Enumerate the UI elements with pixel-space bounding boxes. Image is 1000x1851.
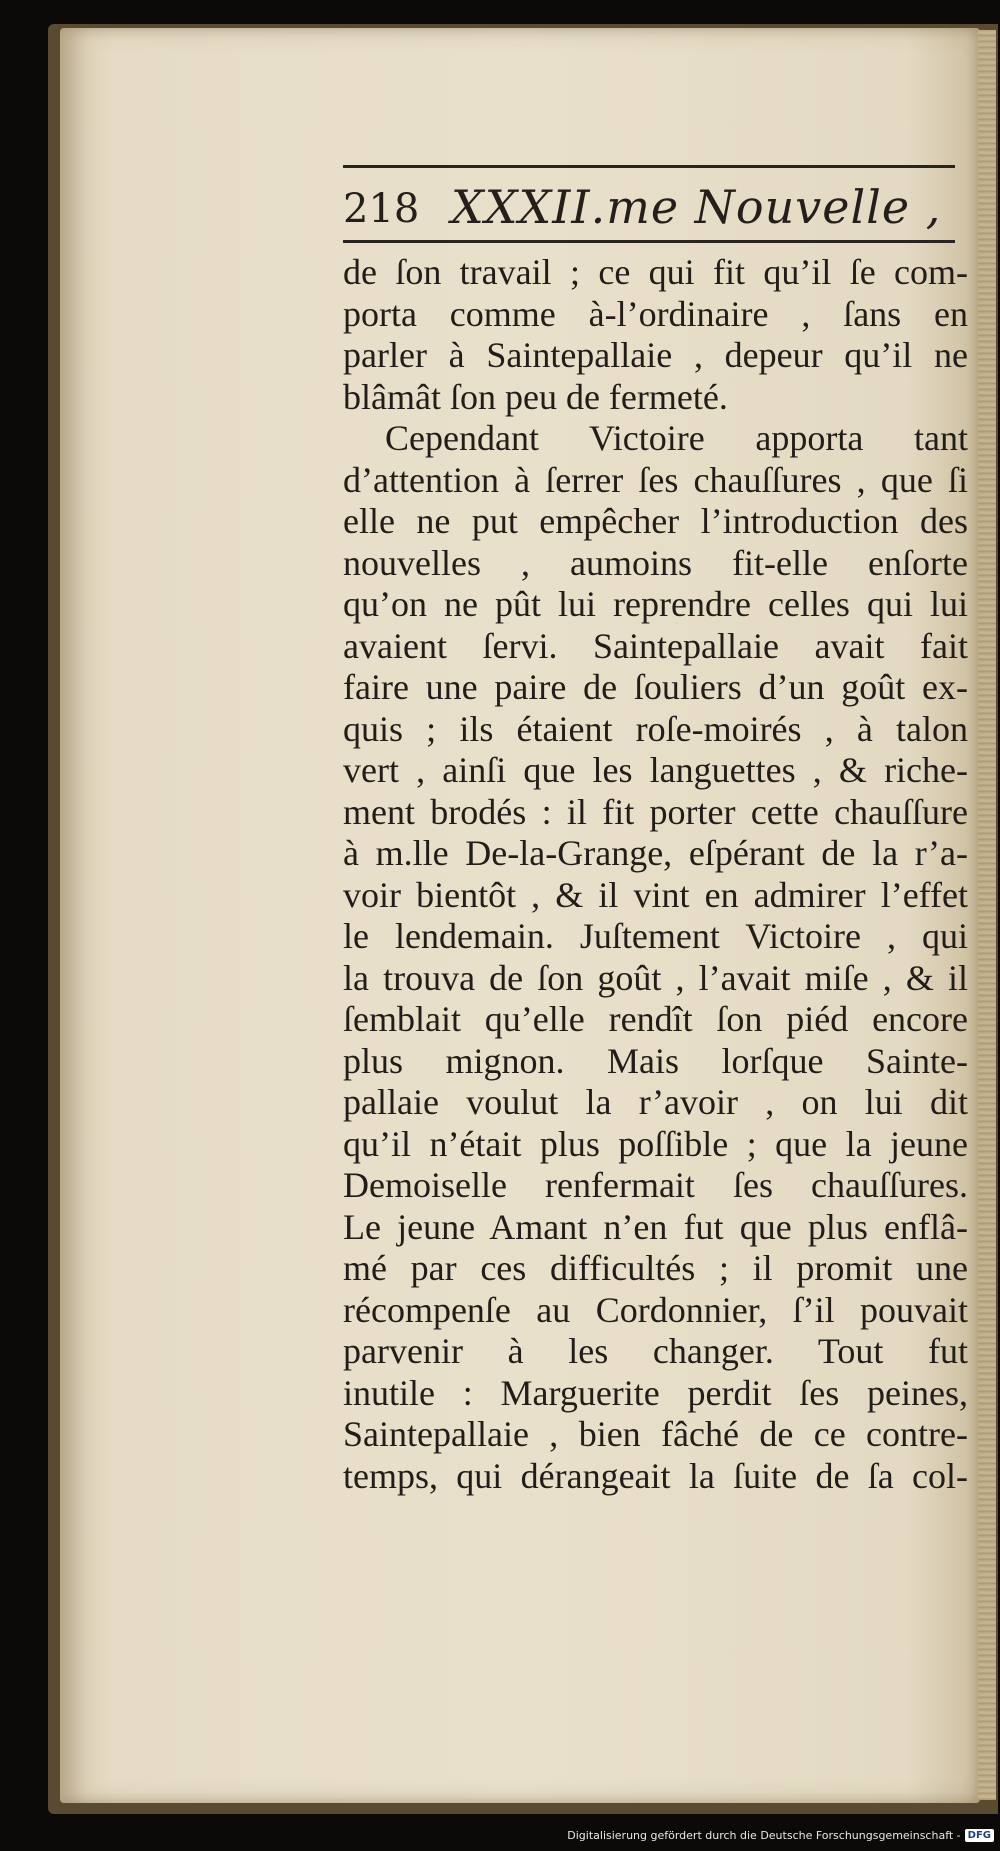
- text-line: avaient ſervi. Saintepallaie avait fait: [343, 625, 968, 666]
- header-rule-bottom: [343, 240, 955, 243]
- text-line: nouvelles , aumoins fit-elle enſorte: [343, 542, 968, 583]
- header-rule-top: [343, 165, 955, 168]
- body-text: [343, 252, 968, 1497]
- text-line: elle ne put empêcher l’introduction des: [343, 501, 968, 541]
- text-line: voir bientôt , & il vint en admirer l’effet: [343, 874, 968, 915]
- text-line: porta comme à-l’ordinaire , ſans en: [343, 293, 968, 334]
- text-line: Saintepallaie , bien fâché de ce contre-: [343, 1414, 968, 1454]
- text-line: ſemblait qu’elle rendît ſon piéd encore: [343, 999, 968, 1039]
- dfg-logo: DFG: [965, 1829, 994, 1842]
- text-line: faire une paire de ſouliers d’un goût ex-: [343, 667, 968, 707]
- text-line: pallaie voulut la r’avoir , on lui dit: [343, 1082, 968, 1122]
- text-line: d’attention à ſerrer ſes chauſſures , que ſi: [343, 459, 968, 500]
- text-line: qu’il n’était plus poſſible ; que la jeune: [343, 1123, 968, 1164]
- page-fore-edge: [978, 30, 996, 1800]
- text-line: le lendemain. Juſtement Victoire , qui: [343, 916, 968, 956]
- digitization-credit: [567, 1823, 994, 1847]
- text-line: vert , ainſi que les languettes , & riche-: [343, 750, 968, 790]
- text-line: quis ; ils étaient roſe-moirés , à talon: [343, 708, 968, 749]
- text-line: blâmât ſon peu de fermeté.: [343, 376, 728, 417]
- text-line: Demoiselle renfermait ſes chauſſures.: [343, 1165, 968, 1205]
- text-line: Cependant Victoire apporta tant: [385, 418, 968, 458]
- page-number: 218: [343, 186, 420, 232]
- text-line: parler à Saintepallaie , depeur qu’il ne: [343, 335, 968, 375]
- text-line: à m.lle De-la-Grange, eſpérant de la r’a-: [343, 833, 968, 873]
- text-line: Le jeune Amant n’en fut que plus enflâ-: [343, 1206, 968, 1247]
- text-line: parvenir à les changer. Tout fut: [343, 1331, 968, 1371]
- text-line: récompenſe au Cordonnier, ſ’il pouvait: [343, 1289, 968, 1330]
- text-line: temps, qui dérangeait la ſuite de ſa col-: [343, 1455, 968, 1496]
- text-line: plus mignon. Mais lorſque Sainte-: [343, 1040, 968, 1081]
- text-line: inutile : Marguerite perdit ſes peines,: [343, 1372, 968, 1413]
- text-line: ment brodés : il fit porter cette chauſſure: [343, 791, 968, 832]
- text-line: de ſon travail ; ce qui fit qu’il ſe com-: [343, 252, 968, 292]
- text-line: qu’on ne pût lui reprendre celles qui lui: [343, 584, 968, 624]
- text-line: la trouva de ſon goût , l’avait miſe , & il: [343, 957, 968, 998]
- text-line: mé par ces difficultés ; il promit une: [343, 1248, 968, 1288]
- running-head-title: XXXII.me Nouvelle ,: [451, 180, 942, 234]
- credit-text: Digitalisierung gefördert durch die Deutsche Forschungsgemeinschaft -: [567, 1828, 961, 1842]
- running-head: [343, 176, 955, 236]
